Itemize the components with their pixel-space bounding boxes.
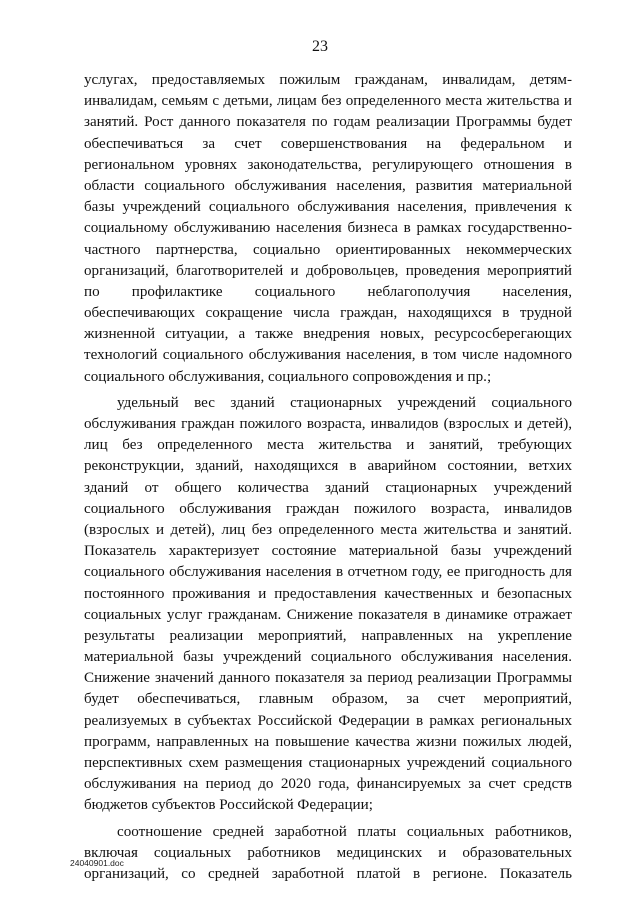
text-line: инвалидам, семьям с детьми, лицам без определенного места жительства и bbox=[84, 93, 572, 110]
text-line: социальному обслуживанию населения бизнеса в рамках государственно- bbox=[84, 220, 572, 237]
text-line: лиц без определенного места жительства и занятий, требующих bbox=[84, 437, 572, 454]
text-line: обслуживания на период до 2020 года, финансируемых за счет средств bbox=[84, 776, 572, 793]
text-line: социальных услуг гражданам. Снижение показателя в динамике отражает bbox=[84, 606, 572, 623]
paragraph-services-indicator bbox=[84, 70, 572, 388]
document-body bbox=[84, 70, 572, 885]
text-line: технологий социального обслуживания населения, в том числе надомного bbox=[84, 347, 572, 364]
text-line: социального обслуживания населения в отчетном году, ее пригодность для bbox=[84, 564, 572, 581]
text-line: занятий. Рост данного показателя по годам реализации Программы будет bbox=[84, 114, 572, 131]
text-line: включая социальных работников медицинских и образовательных bbox=[84, 844, 572, 861]
text-line: частного партнерства, социально ориентированных некоммерческих bbox=[84, 241, 572, 258]
text-line: удельный вес зданий стационарных учреждений социального bbox=[117, 394, 572, 411]
text-line: области социального обслуживания населения, развития материальной bbox=[84, 177, 572, 194]
text-line: услугах, предоставляемых пожилым гражданам, инвалидам, детям- bbox=[84, 72, 572, 88]
page-number: 23 bbox=[312, 38, 328, 55]
text-line: перспективных схем размещения стационарных учреждений социального bbox=[84, 755, 572, 771]
text-line: жизненной ситуации, а также внедрения новых, ресурсосберегающих bbox=[84, 326, 572, 343]
text-line: материальной базы учреждений социального обслуживания населения. bbox=[84, 649, 572, 666]
text-line: организаций, со средней заработной платой в регионе. Показатель bbox=[84, 865, 572, 882]
paragraph-buildings-share bbox=[84, 393, 572, 817]
text-line: постоянного проживания и предоставления качественных и безопасных bbox=[84, 585, 572, 602]
text-line: зданий от общего количества зданий стационарных учреждений bbox=[84, 479, 572, 496]
text-line: реализуемых в субъектах Российской Федерации в рамках региональных bbox=[84, 712, 572, 729]
footer-filename: 24040901.doc bbox=[70, 858, 124, 868]
text-line: обслуживания граждан пожилого возраста, инвалидов (взрослых и детей), bbox=[84, 416, 572, 432]
text-line: Показатель характеризует состояние материальной базы учреждений bbox=[84, 543, 572, 560]
text-line: (взрослых и детей), лиц без определенного места жительства и занятий. bbox=[84, 521, 572, 538]
text-line: программ, направленных на повышение качества жизни пожилых людей, bbox=[84, 733, 572, 750]
text-line: будет обеспечиваться, главным образом, за счет мероприятий, bbox=[84, 691, 572, 708]
text-line: реконструкции, зданий, находящихся в аварийном состоянии, ветхих bbox=[84, 458, 572, 475]
text-line: Снижение значений данного показателя за период реализации Программы bbox=[84, 670, 572, 687]
text-line: обеспечивающих сокращение числа граждан, находящихся в трудной bbox=[84, 305, 572, 322]
text-line: обеспечиваться за счет совершенствования на федеральном и bbox=[84, 135, 572, 152]
text-line: социального обслуживания, социального сопровождения и пр.; bbox=[84, 368, 492, 385]
text-line: региональном уровнях законодательства, регулирующего отношения в bbox=[84, 156, 572, 173]
text-line: бюджетов субъектов Российской Федерации; bbox=[84, 797, 373, 814]
text-line: соотношение средней заработной платы социальных работников, bbox=[117, 823, 572, 840]
paragraph-salary-ratio bbox=[84, 822, 572, 886]
text-line: социального обслуживания граждан пожилого возраста, инвалидов bbox=[84, 500, 572, 517]
text-line: организаций, благотворителей и добровольцев, проведения мероприятий bbox=[84, 262, 572, 279]
text-line: результаты реализации мероприятий, направленных на укрепление bbox=[84, 627, 572, 644]
text-line: базы учреждений социального обслуживания населения, привлечения к bbox=[84, 199, 572, 216]
text-line: по профилактике социального неблагополучия населения, bbox=[84, 283, 572, 300]
